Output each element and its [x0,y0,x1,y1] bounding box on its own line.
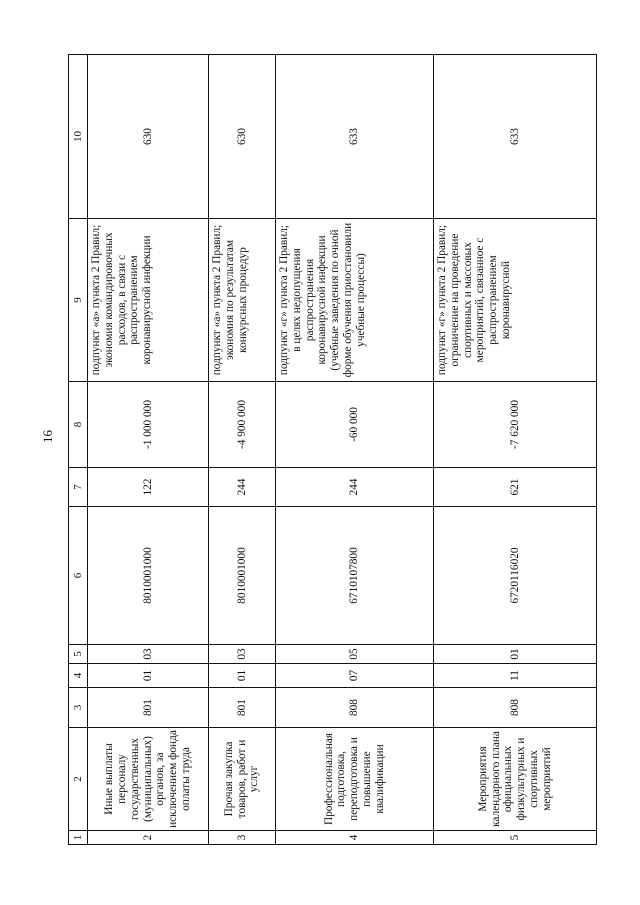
code-5: 05 [276,645,434,664]
table-row [276,55,434,845]
code-7: 244 [209,468,276,507]
expense-name: Профессиональная подготовка, переподготовка и повышение квалификации [276,728,434,831]
code-10: 630 [209,55,276,219]
code-3: 808 [276,688,434,728]
table-row [434,55,597,845]
justification: подпункт «а» пункта 2 Правил; экономия по результатам конкурсных процедур [209,219,276,382]
code-10: 633 [434,55,597,219]
col-header: 3 [69,688,88,728]
code-7: 244 [276,468,434,507]
code-3: 801 [209,688,276,728]
col-header: 1 [69,831,88,845]
row-number: 2 [88,831,209,845]
col-header: 6 [69,507,88,645]
code-5: 03 [88,645,209,664]
expense-name: Иные выплаты персоналу государственных (муниципальных) органов, за исключением фонда оплаты труда [88,728,209,831]
code-4: 07 [276,664,434,688]
row-number: 4 [276,831,434,845]
col-header: 5 [69,645,88,664]
code-6: 8010001000 [209,507,276,645]
amount: -60 000 [276,382,434,468]
col-header: 4 [69,664,88,688]
code-6: 6720116020 [434,507,597,645]
code-4: 01 [88,664,209,688]
amount: -1 000 000 [88,382,209,468]
header-row [69,55,88,845]
code-7: 621 [434,468,597,507]
justification: подпункт «а» пункта 2 Правил; экономия командировочных расходов, в связи с распространением коронавирусной инфекции [88,219,209,382]
expense-name: Мероприятия календарного плана официальных физкультурных и спортивных мероприятий [434,728,597,831]
page-number: 16 [40,430,55,443]
row-number: 3 [209,831,276,845]
code-3: 808 [434,688,597,728]
rotated-table-wrapper [68,55,585,845]
col-header: 9 [69,219,88,382]
code-10: 630 [88,55,209,219]
table-row [88,55,209,845]
expense-name: Прочая закупка товаров, работ и услуг [209,728,276,831]
code-5: 01 [434,645,597,664]
code-4: 01 [209,664,276,688]
code-6: 8010001000 [88,507,209,645]
budget-table [68,54,597,845]
col-header: 10 [69,55,88,219]
code-10: 633 [276,55,434,219]
code-6: 6710107800 [276,507,434,645]
code-7: 122 [88,468,209,507]
col-header: 2 [69,728,88,831]
row-number: 5 [434,831,597,845]
justification: подпункт «г» пункта 2 Правил; в целях недопущения распространения коронавирусной инфекции (учебные заведения по очной форме обучения приостановили учебные процессы) [276,219,434,382]
amount: -7 620 000 [434,382,597,468]
code-4: 11 [434,664,597,688]
code-3: 801 [88,688,209,728]
col-header: 8 [69,382,88,468]
justification: подпункт «г» пункта 2 Правил; ограничение на проведение спортивных и массовых мероприятий, связанное с распространением коронавирусной [434,219,597,382]
col-header: 7 [69,468,88,507]
amount: -4 900 000 [209,382,276,468]
code-5: 03 [209,645,276,664]
table-row [209,55,276,845]
